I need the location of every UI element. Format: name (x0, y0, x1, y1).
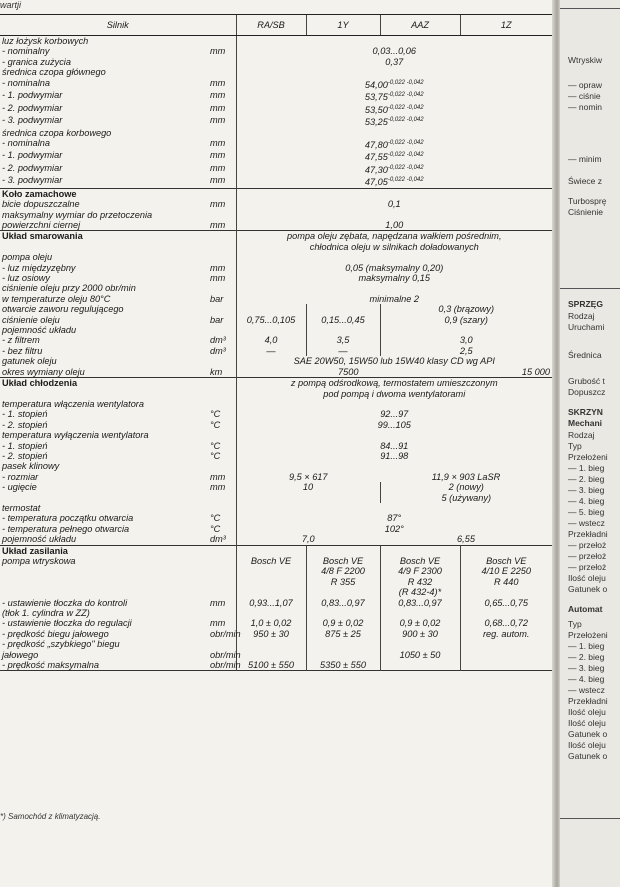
row-label: - 3. podwymiar (2, 175, 63, 186)
row-value: 0,83...0,97 (380, 598, 460, 608)
row-label: - ustawienie tłoczka do regulacji (2, 618, 132, 629)
row-label: - prędkość maksymalna (2, 660, 100, 671)
facing-text: — 4. bieg (568, 496, 605, 506)
value-text: 47,05 (364, 177, 388, 188)
row-value: 3,0 (380, 335, 552, 345)
row-value: (R 432-4)* (380, 587, 460, 597)
col-engine: Silnik (0, 15, 236, 36)
row-label: - 2. stopień (2, 450, 48, 461)
table-row (0, 128, 552, 138)
table-row (0, 315, 552, 325)
row-unit: mm (210, 199, 226, 210)
table-row (0, 618, 552, 628)
row-label: - luz międzyzębny (2, 262, 76, 273)
tolerance: -0,022 -0,042 (387, 139, 424, 146)
row-label: ciśnienie oleju przy 2000 obr/min (2, 283, 136, 294)
table-row (0, 115, 552, 127)
row-value: R 432 (380, 577, 460, 587)
row-unit: obr/min (210, 628, 241, 639)
row-value: 875 ± 25 (306, 629, 380, 639)
table-row (0, 660, 552, 671)
table-row (0, 556, 552, 566)
row-unit: °C (210, 523, 221, 534)
row-value: 900 ± 30 (380, 629, 460, 639)
table-row (0, 441, 552, 451)
crank-section (0, 36, 552, 189)
row-unit (208, 36, 236, 47)
col-1z: 1Z (460, 15, 552, 36)
facing-text: Średnica (568, 350, 602, 360)
row-value: 0,93...1,07 (236, 598, 306, 608)
facing-text: Typ (568, 619, 582, 629)
table-row (0, 389, 552, 399)
table-row (0, 78, 552, 90)
row-unit: mm (210, 220, 226, 230)
row-value: 0,9 ± 0,02 (306, 618, 380, 628)
facing-text: Uruchami (568, 322, 605, 332)
table-row (0, 367, 552, 378)
row-label: - prędkość biegu jałowego (2, 628, 109, 639)
row-label: maksymalny wymiar do przetoczenia (2, 209, 153, 220)
row-unit: mm (210, 597, 226, 608)
row-label: - z filtrem (2, 335, 40, 346)
facing-text: — 1. bieg (568, 463, 605, 473)
row-unit: °C (210, 419, 221, 430)
table-row (0, 566, 552, 576)
row-value: 87° (236, 513, 552, 523)
table-row (0, 90, 552, 102)
row-unit: bar (210, 314, 224, 325)
table-row (0, 399, 552, 409)
table-row (0, 335, 552, 345)
section-title: Układ smarowania (0, 231, 236, 242)
row-label: - temperatura pełnego otwarcia (2, 523, 130, 534)
row-unit: °C (210, 513, 221, 524)
row-value (236, 46, 552, 56)
row-unit: mm (210, 482, 226, 493)
table-row (0, 534, 552, 545)
row-unit (208, 57, 236, 67)
row-unit: mm (210, 77, 226, 88)
engine-spec-table (0, 14, 552, 671)
tolerance: -0,022 -0,042 (387, 92, 424, 99)
row-value (236, 138, 552, 150)
row-label: - prędkość „szybkiego" biegu (2, 639, 120, 650)
row-value: 4/8 F 2200 (306, 566, 380, 576)
row-unit: °C (210, 409, 221, 420)
facing-text: Przekładni (568, 696, 608, 706)
footnote: *) Samochód z klimatyzacją. (0, 812, 101, 821)
table-row (0, 325, 552, 335)
table-row (0, 493, 552, 503)
row-label: - ugięcie (2, 482, 37, 493)
row-value: 0,05 (maksymalny 0,20) (236, 263, 552, 273)
facing-text: Gatunek o (568, 729, 608, 739)
row-unit: km (210, 366, 223, 377)
facing-text: — 5. bieg (568, 507, 605, 517)
row-value: minimalne 2 (236, 294, 552, 304)
row-value: Bosch VE (460, 556, 552, 566)
tolerance: -0,022 -0,042 (387, 117, 424, 124)
value-text: 0,37 (385, 56, 404, 67)
row-value: 11,9 × 903 LaSR (431, 471, 501, 482)
row-value: 7,0 (236, 534, 380, 545)
row-value (236, 78, 552, 90)
table-row (0, 503, 552, 513)
row-value: 4,0 (236, 335, 306, 345)
value-text: 53,50 (364, 104, 388, 115)
row-value: 9,5 × 617 (236, 472, 380, 482)
row-label: powierzchni ciernej (2, 220, 81, 230)
row-label: - 1. stopień (2, 440, 48, 451)
section-title: Układ chłodzenia (0, 378, 236, 389)
section-title: Układ zasilania (0, 545, 236, 556)
facing-text: Przełożeni (568, 452, 608, 462)
col-aaz: AAZ (380, 15, 460, 36)
table-row (0, 103, 552, 115)
facing-text: — 2. bieg (568, 652, 605, 662)
row-label: - rozmiar (2, 471, 39, 482)
row-label: pasek klinowy (2, 461, 60, 472)
row-label: temperatura włączenia wentylatora (2, 398, 144, 409)
col-1y: 1Y (306, 15, 380, 36)
facing-text: Ciśnienie (568, 207, 603, 217)
row-unit: °C (210, 440, 221, 451)
row-value: 0,3 (brązowy) (380, 304, 552, 314)
row-label: termostat (2, 502, 41, 513)
row-label: luz łożysk korbowych (2, 36, 89, 46)
row-unit: mm (210, 46, 226, 57)
tolerance: -0,022 -0,042 (387, 79, 424, 86)
facing-text: — ciśnie (568, 91, 601, 101)
table-row (0, 608, 552, 618)
table-row (0, 252, 552, 262)
row-value: 2,5 (380, 346, 552, 356)
row-value: 4/9 F 2300 (380, 566, 460, 576)
section-desc: pompa oleju zębata, napędzana wałkiem pośrednim, (236, 231, 552, 242)
row-label: - ustawienie tłoczka do kontroli (2, 597, 128, 608)
table-row (0, 639, 552, 649)
facing-text: Dopuszcz (568, 387, 606, 397)
row-label: pompa oleju (2, 252, 53, 263)
section-desc: z pompą odśrodkową, termostatem umieszczonym (236, 378, 552, 389)
row-value: 6,55 (457, 534, 475, 545)
row-value: 5350 ± 550 (306, 660, 380, 671)
row-label: - nominalna (2, 137, 51, 148)
table-row (0, 67, 552, 77)
table-row (0, 242, 552, 252)
row-unit: mm (210, 90, 226, 101)
facing-text: — 4. bieg (568, 674, 605, 684)
row-label: - granica zużycia (2, 56, 71, 67)
fuel-title-row (0, 545, 552, 556)
row-value: 5100 ± 550 (236, 660, 306, 671)
table-row (0, 430, 552, 440)
row-value: 2 (nowy) (380, 482, 552, 492)
facing-text: — przełoż (568, 551, 607, 561)
facing-text: Ilość oleju (568, 740, 606, 750)
facing-text: — wstecz (568, 685, 605, 695)
header-fragment: wartji (0, 0, 22, 10)
row-unit: mm (210, 471, 226, 482)
table-row (0, 46, 552, 56)
row-label: - 2. stopień (2, 419, 48, 430)
facing-text: Wtryskiw (568, 55, 602, 65)
row-label: - nominalny (2, 46, 50, 57)
table-row (0, 304, 552, 314)
table-row (0, 346, 552, 356)
row-value (236, 103, 552, 115)
row-label: bicie dopuszczalne (2, 199, 80, 210)
row-label: - 3. podwymiar (2, 115, 63, 126)
row-value: SAE 20W50, 15W50 lub 15W40 klasy CD wg API (236, 356, 552, 366)
row-label: w temperaturze oleju 80°C (2, 293, 111, 304)
row-unit: dm³ (210, 335, 226, 346)
row-unit (208, 128, 236, 138)
lube-title-row (0, 231, 552, 242)
row-value: — (236, 346, 306, 356)
facing-text: Grubość t (568, 376, 605, 386)
row-label: - 1. podwymiar (2, 150, 63, 161)
row-value: 3,5 (306, 335, 380, 345)
row-unit: mm (210, 175, 226, 186)
row-value (236, 163, 552, 175)
tolerance: -0,022 -0,042 (387, 104, 424, 111)
table-row (0, 420, 552, 430)
value-text: 47,55 (364, 152, 388, 163)
table-row (0, 138, 552, 150)
facing-text: — 3. bieg (568, 663, 605, 673)
row-unit: mm (210, 137, 226, 148)
row-value: R 440 (460, 577, 552, 587)
facing-text: — 3. bieg (568, 485, 605, 495)
row-label: - 2. podwymiar (2, 102, 63, 113)
divider (560, 8, 620, 9)
table-row (0, 199, 552, 209)
facing-text: Ilość oleju (568, 718, 606, 728)
row-value (236, 175, 552, 188)
value-text: 53,25 (364, 117, 388, 128)
facing-heading: Mechani (568, 418, 603, 428)
value-text: 47,80 (364, 139, 388, 150)
row-unit: mm (210, 618, 226, 629)
row-value: 7500 (236, 367, 460, 378)
facing-text: — przełoż (568, 540, 607, 550)
table-row (0, 472, 552, 482)
row-value: Bosch VE (380, 556, 460, 566)
row-unit: mm (210, 102, 226, 113)
table-row (0, 461, 552, 471)
table-row (0, 451, 552, 461)
tolerance: -0,022 -0,042 (387, 164, 424, 171)
facing-text: Świece z (568, 176, 603, 186)
table-row (0, 294, 552, 304)
row-label: średnica czopa głównego (2, 67, 106, 78)
table-row (0, 210, 552, 220)
value-text: 47,30 (364, 164, 388, 175)
row-label: - bez filtru (2, 345, 43, 356)
row-unit: bar (210, 293, 224, 304)
facing-text: — przełoż (568, 562, 607, 572)
row-label: średnica czopa korbowego (2, 127, 112, 138)
row-label: pojemność układu (2, 534, 77, 545)
facing-text: Turbosprę (568, 196, 607, 206)
row-label: - temperatura początku otwarcia (2, 513, 134, 524)
col-rasb: RA/SB (236, 15, 306, 36)
cool-title-row (0, 378, 552, 389)
table-row (0, 482, 552, 492)
table-row (0, 598, 552, 608)
row-value: 0,75...0,105 (236, 315, 306, 325)
facing-text: — 1. bieg (568, 641, 605, 651)
table-row (0, 57, 552, 67)
value-text: 54,00 (364, 79, 388, 90)
row-unit: mm (210, 150, 226, 161)
table-row (0, 175, 552, 188)
table-row (0, 150, 552, 162)
facing-text: Typ (568, 441, 582, 451)
row-value: — (306, 346, 380, 356)
row-value: reg. autom. (460, 629, 552, 639)
table-row (0, 356, 552, 366)
row-label: - 1. podwymiar (2, 90, 63, 101)
row-unit: mm (210, 262, 226, 273)
row-value: 0,68...0,72 (460, 618, 552, 628)
row-value: 0,83...0,97 (306, 598, 380, 608)
facing-heading: Automat (568, 604, 603, 614)
row-label: gatunek oleju (2, 356, 57, 367)
row-label: - 1. stopień (2, 409, 48, 420)
table-row (0, 263, 552, 273)
row-value: 1050 ± 50 (380, 650, 460, 660)
section-title: Koło zamachowe (0, 188, 236, 199)
row-label: okres wymiany oleju (2, 366, 85, 377)
row-value: R 355 (306, 577, 380, 587)
row-unit: obr/min (210, 660, 241, 671)
row-value: 15 000 (521, 366, 550, 377)
facing-text: Ilość oleju (568, 707, 606, 717)
facing-heading: SPRZĘG (568, 299, 603, 309)
row-value: 4/10 E 2250 (460, 566, 552, 576)
row-label: - nominalna (2, 77, 51, 88)
table-row (0, 220, 552, 231)
row-unit: mm (210, 273, 226, 284)
row-value: 0,9 (szary) (380, 315, 552, 325)
row-label: - 2. podwymiar (2, 162, 63, 173)
row-value: 0,15...0,45 (306, 315, 380, 325)
facing-text: Przełożeni (568, 630, 608, 640)
row-unit (208, 67, 236, 77)
facing-text: — nomin (568, 102, 603, 112)
table-row (0, 36, 552, 47)
row-unit: obr/min (210, 649, 241, 660)
table-row (0, 273, 552, 283)
row-value: 10 (236, 482, 380, 492)
section-desc: pod pompą i dwoma wentylatorami (236, 389, 552, 399)
row-value: 0,9 ± 0,02 (380, 618, 460, 628)
row-value: 0,1 (236, 199, 552, 209)
value-text: 0,03...0,06 (372, 46, 416, 57)
tolerance: -0,022 -0,042 (387, 152, 424, 159)
row-value (236, 57, 552, 67)
row-value (236, 67, 552, 77)
row-label: pojemność układu (2, 325, 77, 336)
row-value (236, 128, 552, 138)
facing-text: Gatunek o (568, 751, 608, 761)
row-unit: mm (210, 162, 226, 173)
row-value: 99...105 (236, 420, 552, 430)
row-label: pompa wtryskowa (2, 556, 76, 566)
row-value: Bosch VE (236, 556, 306, 566)
divider (560, 288, 620, 289)
facing-text: — 2. bieg (568, 474, 605, 484)
row-value: 102° (236, 524, 552, 534)
table-row (0, 163, 552, 175)
row-label: (tłok 1. cylindra w ZZ) (2, 608, 90, 619)
facing-text: — minim (568, 154, 602, 164)
row-unit: dm³ (210, 345, 226, 356)
tolerance: -0,022 -0,042 (387, 177, 424, 184)
table-row (0, 409, 552, 419)
section-desc: chłodnica oleju w silnikach doładowanych (236, 242, 552, 252)
row-value: 91...98 (236, 451, 552, 461)
row-label: otwarcie zaworu regulującego (2, 304, 124, 315)
row-unit: mm (210, 115, 226, 126)
facing-text: Rodzaj (568, 430, 595, 440)
row-value: 5 (używany) (380, 493, 552, 503)
table-row (0, 629, 552, 639)
row-value (236, 115, 552, 127)
table-row (0, 283, 552, 293)
facing-text: Rodzaj (568, 311, 595, 321)
row-value: Bosch VE (306, 556, 380, 566)
facing-text: Gatunek o (568, 584, 608, 594)
row-value (236, 150, 552, 162)
table-row (0, 587, 552, 597)
table-row (0, 650, 552, 660)
row-unit: dm³ (210, 534, 226, 545)
row-unit: °C (210, 450, 221, 461)
row-label: jałowego (2, 649, 39, 660)
row-value: 1,0 ± 0,02 (236, 618, 306, 628)
row-value: 950 ± 30 (236, 629, 306, 639)
row-value: 1,00 (236, 220, 552, 231)
facing-text: Przekładni (568, 529, 608, 539)
row-label: temperatura wyłączenia wentylatora (2, 430, 149, 441)
flywheel-title-row (0, 188, 552, 199)
divider (560, 818, 620, 819)
row-value (236, 90, 552, 102)
facing-text: — wstecz (568, 518, 605, 528)
table-row (0, 524, 552, 534)
row-label: - luz osiowy (2, 273, 50, 284)
row-value: maksymalny 0,15 (236, 273, 552, 283)
facing-heading: SKRZYN (568, 407, 603, 417)
row-value (236, 36, 552, 47)
table-header (0, 15, 552, 36)
table-row (0, 513, 552, 523)
value-text: 53,75 (364, 92, 388, 103)
row-value: 92...97 (236, 409, 552, 419)
row-label: ciśnienie oleju (2, 314, 60, 325)
facing-text: — opraw (568, 80, 603, 90)
table-row (0, 577, 552, 587)
facing-text: Ilość oleju (568, 573, 606, 583)
row-value: 84...91 (236, 441, 552, 451)
row-value: 0,65...0,75 (460, 598, 552, 608)
